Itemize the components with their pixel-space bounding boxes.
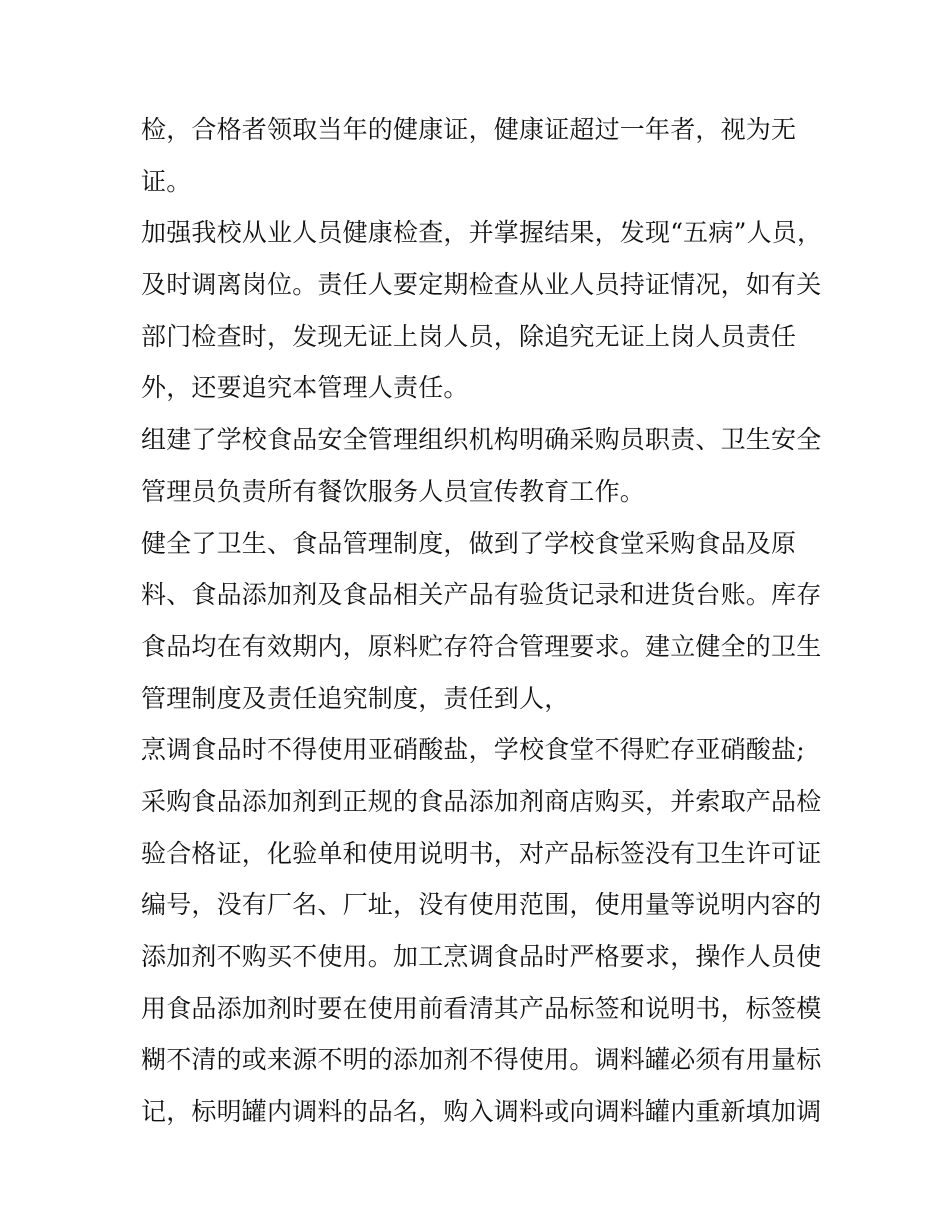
text-line: 验合格证，化验单和使用说明书，对产品标签没有卫生许可证 [141, 838, 822, 868]
text-line: 编号，没有厂名、厂址，没有使用范围，使用量等说明内容的 [141, 890, 822, 920]
text-line: 管理制度及责任追究制度，责任到人， [141, 683, 570, 713]
text-line: 记，标明罐内调料的品名，购入调料或向调料罐内重新填加调 [141, 1097, 822, 1127]
text-line: 食品均在有效期内，原料贮存符合管理要求。建立健全的卫生 [141, 631, 822, 661]
text-line: 添加剂不购买不使用。加工烹调食品时严格要求，操作人员使 [141, 942, 822, 971]
text-line: 管理员负责所有餐饮服务人员宣传教育工作。 [141, 476, 646, 506]
document-body [141, 104, 823, 1138]
text-line: 加强我校从业人员健康检查，并掌握结果，发现“五病”人员， [141, 218, 823, 248]
text-line: 用食品添加剂时要在使用前看清其产品标签和说明书，标签模 [141, 993, 822, 1023]
text-line: 组建了学校食品安全管理组织机构明确采购员职责、卫生安全 [141, 425, 822, 455]
text-line: 采购食品添加剂到正规的食品添加剂商店购买，并索取产品检 [141, 786, 822, 816]
text-line: 部门检查时，发现无证上岗人员，除追究无证上岗人员责任 [141, 321, 797, 351]
text-line: 外，还要追究本管理人责任。 [141, 373, 469, 403]
text-line: 证。 [141, 166, 192, 196]
text-line: 料、食品添加剂及食品相关产品有验货记录和进货台账。库存 [141, 580, 822, 610]
text-line: 检，合格者领取当年的健康证，健康证超过一年者，视为无 [141, 115, 797, 144]
text-line: 健全了卫生、食品管理制度，做到了学校食堂采购食品及原 [141, 528, 797, 558]
text-line: 烹调食品时不得使用亚硝酸盐，学校食堂不得贮存亚硝酸盐; [141, 735, 805, 765]
text-line: 及时调离岗位。责任人要定期检查从业人员持证情况，如有关 [141, 270, 822, 300]
text-line: 糊不清的或来源不明的添加剂不得使用。调料罐必须有用量标 [141, 1045, 822, 1075]
